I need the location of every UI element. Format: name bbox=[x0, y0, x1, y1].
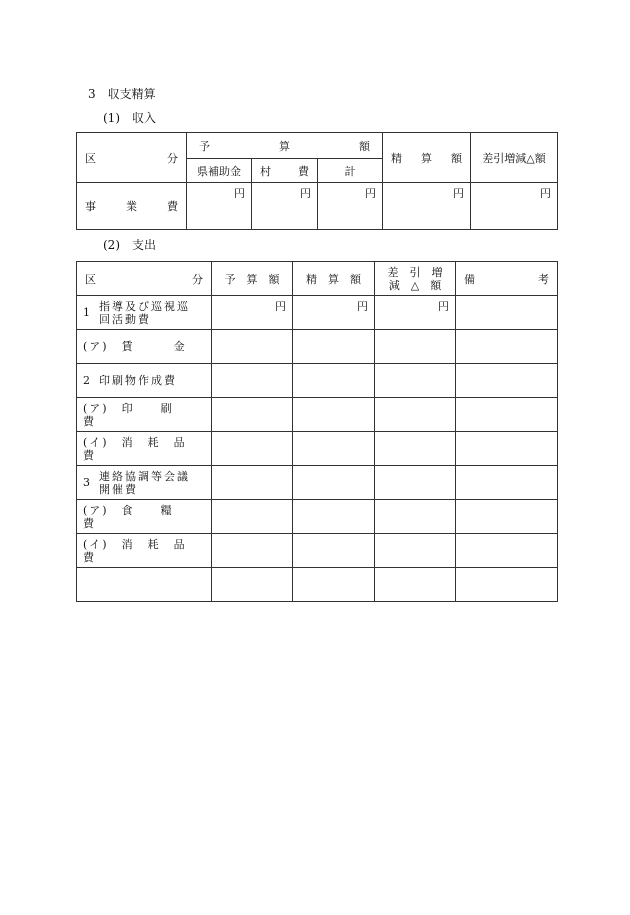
expense-row-text-2: 回活動費 bbox=[99, 312, 151, 326]
expense-row bbox=[77, 330, 558, 364]
expense-cell-biko bbox=[456, 500, 558, 534]
expense-row-text: 印刷物作成費 bbox=[99, 374, 177, 387]
section-title: 3 収支精算 bbox=[88, 87, 156, 101]
expense-row bbox=[77, 466, 558, 500]
expense-header-biko: 備 考 bbox=[456, 262, 558, 296]
expense-cell-yosan bbox=[212, 568, 293, 602]
expense-title: (2) 支出 bbox=[103, 238, 156, 252]
expense-cell-seisan bbox=[293, 500, 375, 534]
expense-cell-yosan bbox=[212, 432, 293, 466]
expense-cell-seisan bbox=[293, 534, 375, 568]
expense-cell-sabiki bbox=[375, 432, 456, 466]
expense-header-sabiki: 差 引 増 減 △ 額 bbox=[375, 262, 456, 296]
expense-cell-sabiki bbox=[375, 364, 456, 398]
income-header-seisan: 精 算 額 bbox=[383, 133, 471, 183]
yen-unit: 円 bbox=[438, 300, 449, 313]
income-header-kubun: 区 分 bbox=[77, 133, 187, 183]
income-table bbox=[76, 132, 558, 230]
expense-cell-seisan bbox=[293, 398, 375, 432]
income-cell-kei: 円 bbox=[318, 183, 383, 230]
expense-row-text: (ア) 食 糧 費 bbox=[83, 503, 200, 530]
expense-row-label bbox=[77, 364, 212, 398]
expense-cell-seisan bbox=[293, 330, 375, 364]
income-cell-son: 円 bbox=[252, 183, 318, 230]
expense-row bbox=[77, 364, 558, 398]
yen-unit: 円 bbox=[357, 300, 368, 313]
expense-cell-yosan bbox=[212, 534, 293, 568]
expense-cell-biko bbox=[456, 534, 558, 568]
income-header-yosan: 予 算 額 bbox=[187, 133, 383, 159]
expense-row-label bbox=[77, 296, 212, 330]
expense-row bbox=[77, 432, 558, 466]
expense-cell-biko bbox=[456, 432, 558, 466]
expense-cell-sabiki bbox=[375, 398, 456, 432]
expense-cell-biko bbox=[456, 330, 558, 364]
expense-row-number: 3 bbox=[83, 475, 90, 489]
expense-cell-sabiki bbox=[375, 466, 456, 500]
expense-row-label bbox=[77, 568, 212, 602]
expense-cell-seisan bbox=[293, 466, 375, 500]
expense-cell-sabiki bbox=[375, 330, 456, 364]
expense-row-label bbox=[77, 330, 212, 364]
expense-row-text: (イ) 消 耗 品 費 bbox=[83, 435, 200, 462]
expense-row bbox=[77, 398, 558, 432]
income-header-sabiki: 差引増減△額 bbox=[471, 133, 558, 183]
income-header-kei: 計 bbox=[318, 159, 383, 183]
expense-cell-seisan bbox=[293, 432, 375, 466]
expense-cell-biko bbox=[456, 398, 558, 432]
expense-table bbox=[76, 261, 558, 602]
expense-header-seisan: 精 算 額 bbox=[293, 262, 375, 296]
expense-cell-seisan bbox=[293, 568, 375, 602]
income-cell-seisan: 円 bbox=[383, 183, 471, 230]
expense-row-text: (ア) 賃 金 bbox=[83, 340, 187, 353]
income-cell-ken: 円 bbox=[187, 183, 252, 230]
expense-cell-seisan bbox=[293, 296, 375, 330]
expense-row bbox=[77, 296, 558, 330]
expense-row-text: (イ) 消 耗 品 費 bbox=[83, 537, 200, 564]
expense-cell-seisan bbox=[293, 364, 375, 398]
expense-row-text: (ア) 印 刷 費 bbox=[83, 401, 200, 428]
expense-cell-yosan bbox=[212, 364, 293, 398]
expense-row-text: 指導及び巡視巡 bbox=[99, 299, 190, 313]
expense-row-label bbox=[77, 432, 212, 466]
expense-cell-yosan bbox=[212, 466, 293, 500]
expense-row-number: 1 bbox=[83, 305, 90, 319]
expense-header-kubun: 区 分 bbox=[77, 262, 212, 296]
expense-row-label bbox=[77, 466, 212, 500]
expense-cell-biko bbox=[456, 364, 558, 398]
expense-row-number: 2 bbox=[83, 374, 90, 387]
expense-cell-biko bbox=[456, 466, 558, 500]
yen-unit: 円 bbox=[275, 300, 286, 313]
expense-cell-sabiki bbox=[375, 568, 456, 602]
expense-row-label bbox=[77, 398, 212, 432]
expense-row bbox=[77, 534, 558, 568]
expense-row-text: 連絡協調等会議 bbox=[99, 469, 190, 483]
income-header-son: 村 費 bbox=[252, 159, 318, 183]
income-cell-sabiki: 円 bbox=[471, 183, 558, 230]
expense-cell-yosan bbox=[212, 296, 293, 330]
expense-row-label bbox=[77, 500, 212, 534]
income-header-ken: 県補助金 bbox=[187, 159, 252, 183]
income-title: (1) 収入 bbox=[103, 111, 156, 125]
expense-row-text-2: 開催費 bbox=[99, 482, 138, 496]
expense-cell-yosan bbox=[212, 330, 293, 364]
expense-cell-sabiki bbox=[375, 500, 456, 534]
income-row-label: 事 業 費 bbox=[77, 183, 187, 230]
expense-header-yosan: 予 算 額 bbox=[212, 262, 293, 296]
expense-cell-biko bbox=[456, 296, 558, 330]
expense-row bbox=[77, 500, 558, 534]
expense-cell-yosan bbox=[212, 500, 293, 534]
expense-cell-sabiki bbox=[375, 534, 456, 568]
expense-cell-sabiki bbox=[375, 296, 456, 330]
expense-row-label bbox=[77, 534, 212, 568]
expense-row bbox=[77, 568, 558, 602]
expense-cell-biko bbox=[456, 568, 558, 602]
expense-cell-yosan bbox=[212, 398, 293, 432]
